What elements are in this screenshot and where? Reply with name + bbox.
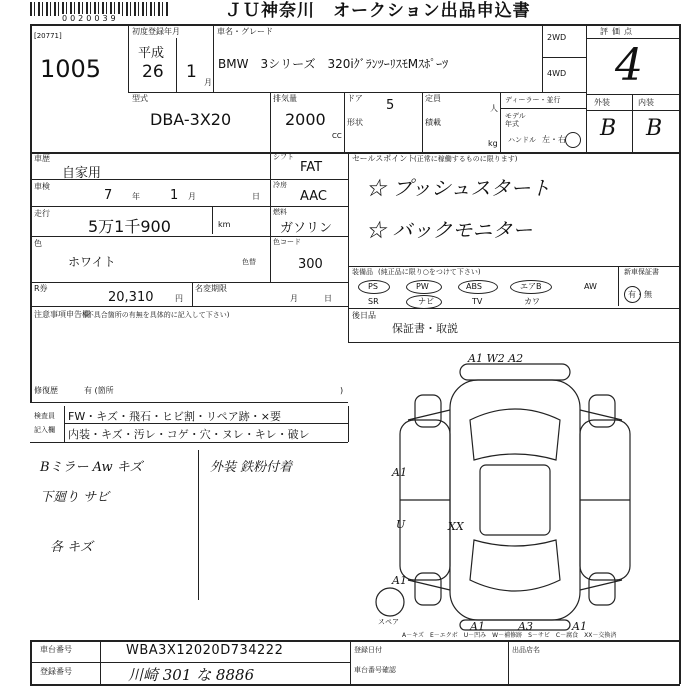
handle-label: ハンドル [508, 136, 536, 144]
inspection-year: 7 [104, 188, 113, 203]
handle-circle [565, 132, 581, 148]
diagram-mark-rear-1: A1 [470, 620, 485, 633]
mileage-label: 走行 [34, 209, 50, 218]
equip-airbag-circle [510, 280, 552, 294]
color-label: 色 [34, 239, 42, 248]
displacement-unit: CC [332, 132, 342, 140]
inspection-label: 車検 [34, 182, 50, 191]
displacement-value: 2000 [285, 110, 326, 129]
equip-tv: TV [472, 297, 483, 306]
model-label: 型式 [132, 94, 148, 103]
check-row-1: FW・キズ・飛石・ヒビ割・リペア跡・×要 [68, 410, 281, 423]
diagram-mark-left-3: XX [448, 520, 464, 533]
lot-small-code: [20771] [34, 32, 62, 40]
manual-label: 新車保証書 [624, 268, 659, 276]
sales-point-1: ☆ プッシュスタート [366, 176, 551, 200]
shift-label: シフト [273, 153, 294, 161]
mileage-value: 5万1千900 [88, 217, 171, 236]
color-code-label: 色コード [273, 238, 301, 246]
handwritten-note-3: 下廻り サビ [40, 490, 110, 505]
handwritten-note-1: Bミラー Aw キズ [40, 460, 143, 475]
equip-navi-circle [406, 295, 442, 309]
fuel-label: 燃料 [273, 208, 287, 216]
check-row-2: 内装・キズ・汚レ・コゲ・穴・ヌレ・キレ・破レ [68, 428, 310, 441]
equip-leather: カワ [524, 297, 540, 306]
handle-value: 左・右 [542, 135, 566, 144]
check-label-2: 記入欄 [34, 426, 55, 434]
shape-label: 形状 [347, 118, 363, 127]
attachments-label: 後日品 [352, 311, 376, 320]
sales-points-label: セールスポイント [352, 154, 416, 163]
name-change-month: 月 [290, 294, 298, 303]
load-label: 積載 [425, 118, 441, 127]
sales-points-sublabel: (正常に稼働するものに限ります) [414, 155, 518, 163]
repair-close: ) [340, 386, 344, 395]
registration-label: 初度登録年月 [132, 27, 180, 36]
equip-abs-circle [458, 280, 498, 294]
evaluation-label: 評価点 [600, 27, 636, 36]
registration-era: 平成 [138, 46, 165, 61]
equip-sr: SR [368, 297, 379, 306]
sales-point-2: ☆ バックモニター [366, 218, 533, 242]
recycle-label: R券 [34, 284, 48, 293]
footer-label-3: 出品店名 [512, 646, 540, 654]
notes-sublabel: (不具合箇所の有無を具体的に記入して下さい) [84, 311, 230, 319]
repair-value: 有 (箇所 [84, 386, 114, 395]
chassis-label: 車台番号 [40, 645, 72, 654]
dealer-label: ディーラー・並行 [505, 96, 561, 104]
model-value: DBA-3X20 [150, 110, 232, 129]
equip-pw: PW [416, 282, 429, 291]
registration-month-unit: 月 [204, 78, 212, 87]
doors-value: 5 [386, 98, 395, 113]
use-label: 車歴 [34, 154, 50, 163]
evaluation-score: 4 [615, 40, 643, 91]
handwritten-note-4: 各 キズ [50, 540, 93, 555]
interior-label: 内装 [638, 98, 654, 107]
recycle-unit: 円 [175, 294, 183, 303]
form-title: ＪＵ神奈川 オークション出品申込書 [225, 1, 531, 21]
drive-2wd: 2WD [547, 33, 567, 42]
repair-label: 修復歴 [34, 386, 58, 395]
handwritten-note-2: 外装 鉄粉付着 [210, 460, 293, 475]
equipment-label: 装備品 [352, 268, 373, 276]
equip-ps: PS [368, 282, 378, 291]
mileage-unit: km [218, 220, 231, 229]
registration-year: 26 [142, 62, 164, 82]
diagram-mark-rear-3: A1 [572, 620, 587, 633]
exterior-label: 外装 [594, 98, 610, 107]
equip-ps-circle [358, 280, 390, 294]
model-year-label: モデル年式 [505, 112, 526, 128]
diagram-mark-left-4: A1 [392, 574, 407, 587]
footer-label-1: 登録日付 [354, 646, 382, 654]
color-code-value: 300 [298, 257, 323, 272]
inspection-year-unit: 年 [132, 192, 140, 201]
chassis-value: WBA3X12020D734222 [126, 643, 284, 658]
equipment-sublabel: (純正品に限り○をつけて下さい) [378, 268, 481, 276]
color-change-label: 色替 [242, 258, 256, 266]
name-change-label: 名変期限 [195, 284, 227, 293]
equip-abs: ABS [466, 282, 482, 291]
vehicle-name-label: 車名・グレード [217, 27, 273, 36]
inspection-month-unit: 月 [188, 192, 196, 201]
diagram-mark-rear-2: A3 [518, 620, 533, 633]
lot-number: 1005 [40, 55, 102, 83]
footer-label-2: 車台番号確認 [354, 666, 396, 674]
displacement-label: 排気量 [273, 94, 297, 103]
manual-circle [624, 286, 641, 303]
capacity-label: 定員 [425, 94, 441, 103]
registration-month: 1 [186, 62, 197, 82]
interior-grade: B [646, 116, 663, 141]
plate-label: 登録番号 [40, 667, 72, 676]
attachments-value: 保証書・取説 [392, 322, 458, 335]
ac-value: AAC [300, 189, 327, 204]
equip-pw-circle [406, 280, 442, 294]
equip-navi: ナビ [418, 297, 434, 306]
equip-aw: AW [584, 282, 597, 291]
diagram-mark-left-2: U [396, 518, 406, 531]
capacity-unit: 人 [490, 104, 498, 113]
diagram-legend: A－キズ E－エクボ U－凹み W－補修跡 S－サビ C－腐食 XX－交換済 [402, 632, 617, 639]
inspection-month: 1 [170, 188, 179, 203]
shift-value: FAT [300, 160, 323, 175]
barcode-number: 0020039 [62, 14, 119, 23]
notes-label: 注意事項申告欄 [34, 310, 90, 319]
car-damage-diagram [360, 350, 660, 630]
inspection-day-unit: 日 [252, 192, 260, 201]
check-label-1: 検査員 [34, 412, 55, 420]
fuel-value: ガソリン [280, 221, 333, 236]
plate-value: 川崎 301 な 8886 [128, 666, 255, 684]
vehicle-name: BMW 3シリーズ 320iｸﾞﾗﾝﾂｰﾘｽﾓMｽﾎﾟｰﾂ [218, 57, 449, 71]
diagram-mark-left-1: A1 [392, 466, 407, 479]
ac-label: 冷房 [273, 181, 287, 189]
drive-4wd: 4WD [547, 69, 567, 78]
color-value: ホワイト [68, 255, 116, 269]
use-value: 自家用 [62, 166, 102, 181]
diagram-mark-front: A1 W2 A2 [468, 352, 524, 365]
name-change-day: 日 [324, 294, 332, 303]
equip-airbag: エアB [520, 282, 542, 291]
recycle-value: 20,310 [108, 290, 154, 305]
exterior-grade: B [600, 116, 617, 141]
manual-value: 有・無 [628, 290, 652, 299]
load-unit: kg [488, 139, 498, 148]
doors-label: ドア [347, 94, 363, 103]
spare-label: スペア [378, 618, 399, 626]
